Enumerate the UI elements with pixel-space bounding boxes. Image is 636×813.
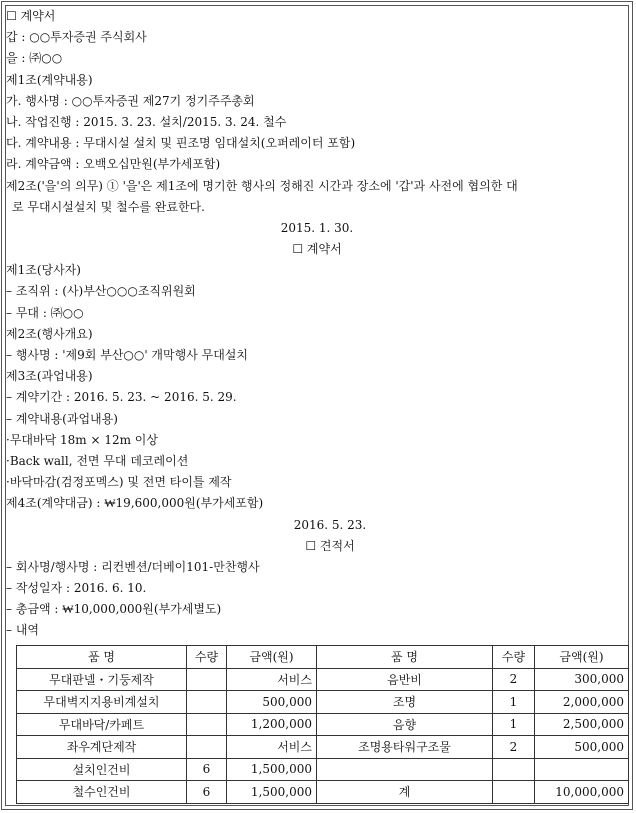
article-3-scope-heading: 제3조(과업내용) [6, 369, 93, 384]
party-organizer: – 조직위 : (사)부산○○○조직위원회 [6, 284, 196, 299]
item-quantity [187, 713, 227, 736]
article-2-overview-heading: 제2조(행사개요) [6, 326, 93, 341]
scope-content-heading: – 계약내용(과업내용) [6, 411, 118, 426]
item-quantity [187, 668, 227, 691]
item-quantity: 1 [493, 713, 535, 736]
total-amount: 10,000,000 [535, 781, 629, 804]
scope-item-floor-finish: ·바닥마감(검정포멕스) 및 전면 타이틀 제작 [6, 475, 232, 490]
table-row [17, 736, 629, 759]
contract-content: 다. 계약내용 : 무대시설 설치 및 핀조명 임대설치(오퍼레이터 포함) [6, 136, 356, 151]
item-name: 좌우계단제작 [17, 736, 187, 759]
header-item-name: 품 명 [17, 646, 187, 669]
item-amount: 2,000,000 [535, 691, 629, 714]
item-amount: 1,500,000 [227, 758, 317, 781]
item-amount: 500,000 [227, 691, 317, 714]
item-quantity [493, 758, 535, 781]
item-amount: 서비스 [227, 736, 317, 759]
scope-item-stage-floor: ·무대바닥 18m × 12m 이상 [6, 432, 158, 447]
contract-2-date: 2016. 5. 23. [293, 517, 367, 532]
table-header-row [17, 646, 629, 669]
section-heading-contract-2: ☐ 계약서 [292, 242, 342, 257]
party-stage: – 무대 : ㈜○○ [6, 305, 84, 320]
table-row [17, 691, 629, 714]
item-name: 조명 [317, 691, 493, 714]
item-amount: 1,500,000 [227, 781, 317, 804]
table-row [17, 668, 629, 691]
contract-1-date: 2015. 1. 30. [280, 220, 354, 235]
party-a: 갑 : ○○투자증권 주식회사 [6, 30, 147, 45]
article-1-heading: 제1조(계약내용) [6, 72, 93, 87]
article-1-parties-heading: 제1조(당사자) [6, 263, 81, 278]
estimate-date: – 작성일자 : 2016. 6. 10. [6, 581, 147, 596]
item-name: 철수인건비 [17, 781, 187, 804]
item-name [317, 758, 493, 781]
party-b: 을 : ㈜○○ [6, 51, 63, 66]
item-quantity: 2 [493, 736, 535, 759]
item-quantity: 1 [493, 691, 535, 714]
item-amount: 1,200,000 [227, 713, 317, 736]
item-quantity [493, 781, 535, 804]
item-quantity [187, 736, 227, 759]
event-title: – 행사명 : '제9회 부산○○' 개막행사 무대설치 [6, 348, 248, 362]
contract-amount: 라. 계약금액 : 오백오십만원(부가세포함) [6, 157, 221, 172]
work-schedule: 나. 작업진행 : 2015. 3. 23. 설치/2015. 3. 24. 철수 [6, 114, 287, 129]
estimate-table [16, 645, 629, 804]
item-quantity: 2 [493, 668, 535, 691]
article-4-payment: 제4조(계약대금) : ₩19,600,000원(부가세포함) [6, 496, 264, 511]
item-quantity [187, 691, 227, 714]
article-2-text: 제2조('을'의 의무) ① '을'은 제1조에 명기한 행사의 정해진 시간과 장소에 '갑'과 사전에 협의한 대 [6, 178, 518, 193]
section-heading-estimate: ☐ 견적서 [305, 538, 355, 553]
table-row [17, 713, 629, 736]
item-name: 조명용타워구조물 [317, 736, 493, 759]
table-row-total [17, 781, 629, 804]
item-amount: 500,000 [535, 736, 629, 759]
item-name: 무대벽지지용비계설치 [17, 691, 187, 714]
estimate-details-heading: – 내역 [6, 623, 39, 638]
document-body [6, 6, 628, 642]
event-name: 가. 행사명 : ○○투자증권 제27기 정기주주총회 [6, 93, 255, 108]
total-label: 계 [317, 781, 493, 804]
item-amount: 서비스 [227, 668, 317, 691]
item-name: 음반비 [317, 668, 493, 691]
estimate-total: – 총금액 : ₩10,000,000원(부가세별도) [6, 602, 222, 617]
scope-item-back-wall: ·Back wall, 전면 무대 데코레이션 [6, 453, 189, 468]
header-item-name: 품 명 [317, 646, 493, 669]
estimate-company-event: – 회사명/행사명 : 리컨벤션/더베이101-만찬행사 [6, 559, 260, 574]
item-amount: 2,500,000 [535, 713, 629, 736]
section-heading-contract-1: ☐ 계약서 [6, 9, 56, 23]
header-amount: 금액(원) [227, 646, 317, 669]
header-quantity: 수량 [493, 646, 535, 669]
item-name: 무대바닥/카페트 [17, 713, 187, 736]
item-name: 설치인건비 [17, 758, 187, 781]
contract-period: – 계약기간 : 2016. 5. 23. ~ 2016. 5. 29. [6, 390, 237, 405]
article-2-text-continued: 로 무대시설설치 및 철수를 완료한다. [12, 199, 205, 214]
item-quantity: 6 [187, 781, 227, 804]
item-name: 음향 [317, 713, 493, 736]
item-name: 무대판넬・기둥제작 [17, 668, 187, 691]
header-quantity: 수량 [187, 646, 227, 669]
item-amount [535, 758, 629, 781]
header-amount: 금액(원) [535, 646, 629, 669]
item-amount: 300,000 [535, 668, 629, 691]
item-quantity: 6 [187, 758, 227, 781]
table-row [17, 758, 629, 781]
